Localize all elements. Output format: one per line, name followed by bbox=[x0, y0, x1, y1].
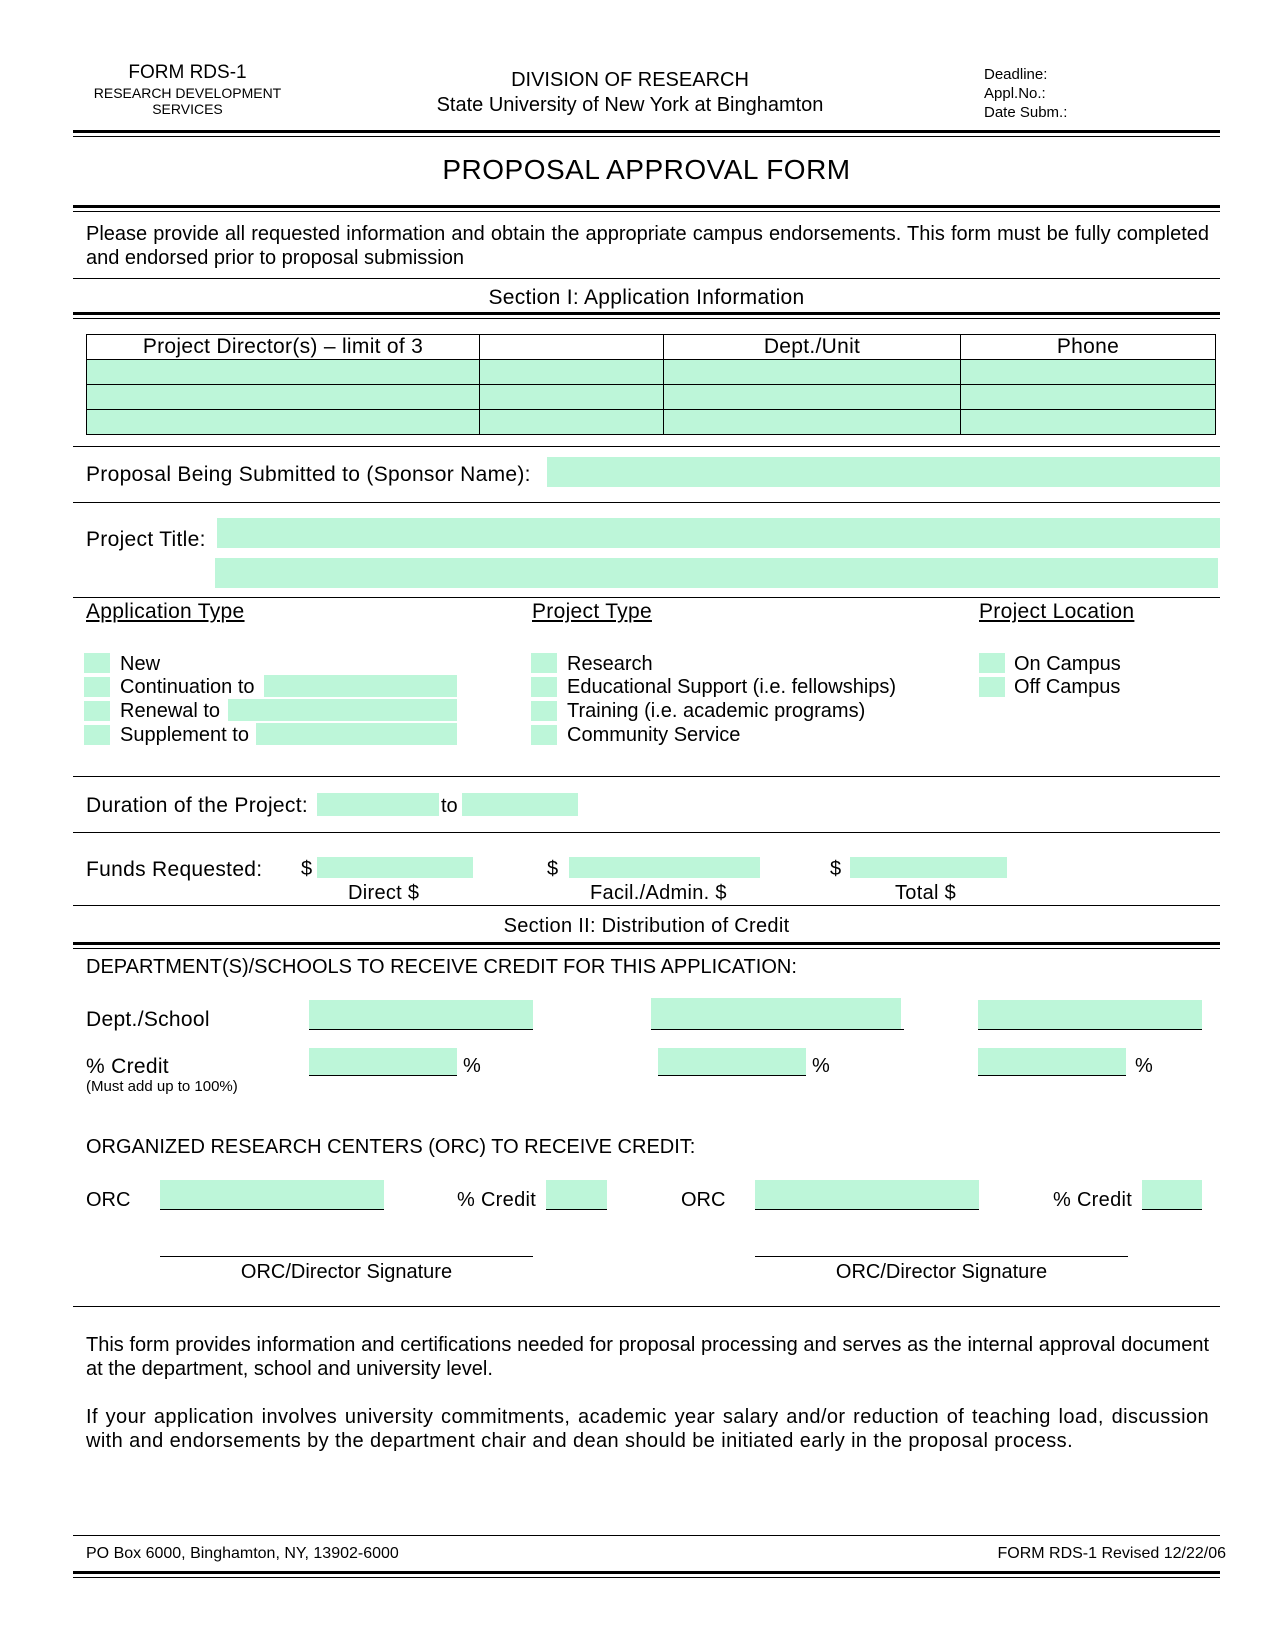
orc-label-1: ORC bbox=[86, 1189, 131, 1211]
title-section-rule bbox=[73, 597, 1220, 598]
table-row bbox=[87, 410, 1216, 435]
project-location-heading: Project Location bbox=[979, 600, 1135, 623]
orc-heading: ORGANIZED RESEARCH CENTERS (ORC) TO RECEIVE CREDIT: bbox=[86, 1136, 696, 1158]
section2-heading: Section II: Distribution of Credit bbox=[503, 915, 790, 937]
dept-school-underline-3 bbox=[978, 1029, 1202, 1030]
footer-address: PO Box 6000, Binghamton, NY, 13902-6000 bbox=[86, 1545, 399, 1562]
col-blank bbox=[480, 335, 664, 360]
new-checkbox[interactable] bbox=[84, 653, 110, 673]
orc-underline-2 bbox=[755, 1209, 979, 1210]
facil-admin-caption: Facil./Admin. $ bbox=[590, 882, 727, 904]
supplement-checkbox[interactable] bbox=[84, 725, 110, 745]
table-header-row bbox=[87, 335, 1216, 360]
renewal-label: Renewal to bbox=[120, 700, 221, 722]
division-title: DIVISION OF RESEARCH bbox=[511, 69, 749, 91]
orc-label-2: ORC bbox=[681, 1189, 726, 1211]
supplement-field[interactable] bbox=[256, 723, 457, 745]
off-campus-label: Off Campus bbox=[1014, 676, 1121, 698]
form-id: FORM RDS-1 bbox=[128, 62, 247, 83]
educational-support-label: Educational Support (i.e. fellowships) bbox=[567, 676, 897, 698]
new-label: New bbox=[120, 653, 161, 675]
total-dollar-sign: $ bbox=[830, 858, 842, 880]
project-directors-table bbox=[86, 334, 1216, 435]
on-campus-label: On Campus bbox=[1014, 653, 1121, 675]
continuation-field[interactable] bbox=[264, 675, 457, 697]
deadline-label: Deadline: bbox=[984, 66, 1048, 83]
sponsor-name-field[interactable] bbox=[547, 457, 1220, 487]
orc-field-2[interactable] bbox=[755, 1180, 979, 1209]
orc-signature-line-2 bbox=[755, 1256, 1128, 1257]
orc-signature-label-2: ORC/Director Signature bbox=[835, 1261, 1048, 1283]
division-block bbox=[380, 69, 880, 117]
director-phone-field[interactable] bbox=[961, 360, 1216, 385]
section2-rule bbox=[73, 942, 1220, 949]
office-line1: RESEARCH DEVELOPMENT bbox=[93, 85, 282, 101]
orc-underline-1 bbox=[160, 1209, 384, 1210]
office-use-block bbox=[984, 65, 1067, 122]
percent-credit-label: % Credit bbox=[86, 1055, 169, 1078]
director-dept-field[interactable] bbox=[664, 385, 961, 410]
dept-credit-heading: DEPARTMENT(S)/SCHOOLS TO RECEIVE CREDIT FOR THIS APPLICATION: bbox=[86, 956, 797, 978]
info-paragraph-1: This form provides information and certifications needed for proposal processing and serves as the internal approval document at the department, school and university level. bbox=[86, 1334, 1209, 1380]
date-subm-label: Date Subm.: bbox=[984, 104, 1068, 121]
facil-dollar-sign: $ bbox=[547, 858, 559, 880]
credit-note: (Must add up to 100%) bbox=[86, 1078, 238, 1095]
col-project-director: Project Director(s) – limit of 3 bbox=[87, 335, 480, 360]
duration-rule bbox=[73, 832, 1220, 833]
percent-credit-field-3[interactable] bbox=[978, 1048, 1126, 1075]
percent-sign-2: % bbox=[812, 1055, 830, 1077]
total-caption: Total $ bbox=[895, 882, 957, 904]
direct-dollar-sign: $ bbox=[301, 858, 313, 880]
project-title-label: Project Title: bbox=[86, 528, 206, 551]
director-dept-field[interactable] bbox=[664, 360, 961, 385]
form-id-block bbox=[90, 62, 285, 117]
duration-to-label: to bbox=[441, 795, 458, 817]
funds-label: Funds Requested: bbox=[86, 858, 263, 881]
duration-label: Duration of the Project: bbox=[86, 794, 308, 817]
training-label: Training (i.e. academic programs) bbox=[567, 700, 866, 722]
title-rule bbox=[73, 205, 1220, 212]
educational-support-checkbox[interactable] bbox=[531, 677, 557, 697]
percent-credit-field-2[interactable] bbox=[658, 1048, 806, 1075]
dept-school-underline-1 bbox=[309, 1029, 533, 1030]
project-title-field-line1[interactable] bbox=[217, 518, 1220, 548]
director-dept-field[interactable] bbox=[664, 410, 961, 435]
duration-end-field[interactable] bbox=[462, 793, 578, 816]
university-name: State University of New York at Binghamton bbox=[436, 94, 824, 116]
director-phone-field[interactable] bbox=[961, 410, 1216, 435]
project-title-field-line2[interactable] bbox=[215, 558, 1218, 588]
direct-funds-field[interactable] bbox=[317, 857, 473, 878]
types-rule bbox=[73, 776, 1220, 777]
col-phone: Phone bbox=[961, 335, 1216, 360]
director-name-field[interactable] bbox=[87, 360, 480, 385]
training-checkbox[interactable] bbox=[531, 701, 557, 721]
community-service-label: Community Service bbox=[567, 724, 741, 746]
section1-heading: Section I: Application Information bbox=[488, 286, 805, 309]
application-type-heading: Application Type bbox=[86, 600, 245, 623]
dept-school-field-2[interactable] bbox=[651, 998, 901, 1029]
director-extra-field[interactable] bbox=[480, 360, 664, 385]
intro-rule bbox=[73, 278, 1220, 279]
footer-revision: FORM RDS-1 Revised 12/22/06 bbox=[997, 1545, 1226, 1562]
orc-credit-field-2[interactable] bbox=[1142, 1180, 1202, 1209]
appl-no-label: Appl.No.: bbox=[984, 85, 1046, 102]
director-name-field[interactable] bbox=[87, 410, 480, 435]
header-rule bbox=[73, 130, 1220, 137]
continuation-checkbox[interactable] bbox=[84, 677, 110, 697]
off-campus-checkbox[interactable] bbox=[979, 677, 1005, 697]
on-campus-checkbox[interactable] bbox=[979, 653, 1005, 673]
sponsor-rule bbox=[73, 502, 1220, 503]
duration-start-field[interactable] bbox=[317, 793, 439, 816]
director-name-field[interactable] bbox=[87, 385, 480, 410]
table-row bbox=[87, 385, 1216, 410]
director-extra-field[interactable] bbox=[480, 410, 664, 435]
funds-rule bbox=[73, 905, 1220, 906]
orc-signature-line-1 bbox=[160, 1256, 533, 1257]
intro-text: Please provide all requested information and obtain the appropriate campus endorsements. This form must be fully completed and endorsed prior to proposal submission bbox=[86, 223, 1209, 269]
renewal-checkbox[interactable] bbox=[84, 701, 110, 721]
table-bottom-rule bbox=[73, 446, 1220, 447]
orc-credit-label-1: % Credit bbox=[457, 1189, 537, 1211]
dept-school-field-1[interactable] bbox=[309, 1000, 533, 1029]
footer-bottom-rule bbox=[73, 1571, 1220, 1578]
footer-top-rule bbox=[73, 1535, 1220, 1536]
orc-credit-label-2: % Credit bbox=[1053, 1189, 1133, 1211]
orc-credit-field-1[interactable] bbox=[546, 1180, 607, 1209]
percent-credit-underline-3 bbox=[978, 1075, 1126, 1076]
total-funds-field[interactable] bbox=[850, 857, 1007, 878]
office-line2: SERVICES bbox=[152, 101, 223, 117]
director-extra-field[interactable] bbox=[480, 385, 664, 410]
research-label: Research bbox=[567, 653, 653, 675]
direct-caption: Direct $ bbox=[348, 882, 420, 904]
sponsor-label: Proposal Being Submitted to (Sponsor Name): bbox=[86, 463, 531, 486]
supplement-label: Supplement to bbox=[120, 724, 249, 746]
info-paragraph-2: If your application involves university commitments, academic year salary and/or reduction of teaching load, discussion with and endorsements by the department chair and dean should be initiated early in the proposal process. bbox=[86, 1406, 1209, 1452]
orc-signature-label-1: ORC/Director Signature bbox=[240, 1261, 453, 1283]
percent-credit-underline-2 bbox=[658, 1075, 806, 1076]
table-row bbox=[87, 360, 1216, 385]
project-type-heading: Project Type bbox=[532, 600, 652, 623]
section2-bottom-rule bbox=[73, 1306, 1220, 1307]
percent-sign-1: % bbox=[463, 1055, 481, 1077]
dept-school-field-3[interactable] bbox=[978, 1000, 1202, 1029]
section1-rule bbox=[73, 312, 1220, 319]
page-title: PROPOSAL APPROVAL FORM bbox=[442, 154, 851, 185]
col-dept-unit: Dept./Unit bbox=[664, 335, 961, 360]
renewal-field[interactable] bbox=[228, 699, 457, 721]
orc-credit-underline-1 bbox=[546, 1209, 607, 1210]
dept-school-underline-2 bbox=[651, 1029, 904, 1030]
director-phone-field[interactable] bbox=[961, 385, 1216, 410]
continuation-label: Continuation to bbox=[120, 676, 255, 698]
orc-field-1[interactable] bbox=[160, 1180, 384, 1209]
percent-credit-underline-1 bbox=[309, 1075, 457, 1076]
research-checkbox[interactable] bbox=[531, 653, 557, 673]
facil-admin-funds-field[interactable] bbox=[569, 857, 760, 878]
orc-credit-underline-2 bbox=[1142, 1209, 1202, 1210]
percent-credit-field-1[interactable] bbox=[309, 1048, 457, 1075]
percent-sign-3: % bbox=[1135, 1055, 1153, 1077]
dept-school-label: Dept./School bbox=[86, 1008, 210, 1031]
community-service-checkbox[interactable] bbox=[531, 725, 557, 745]
